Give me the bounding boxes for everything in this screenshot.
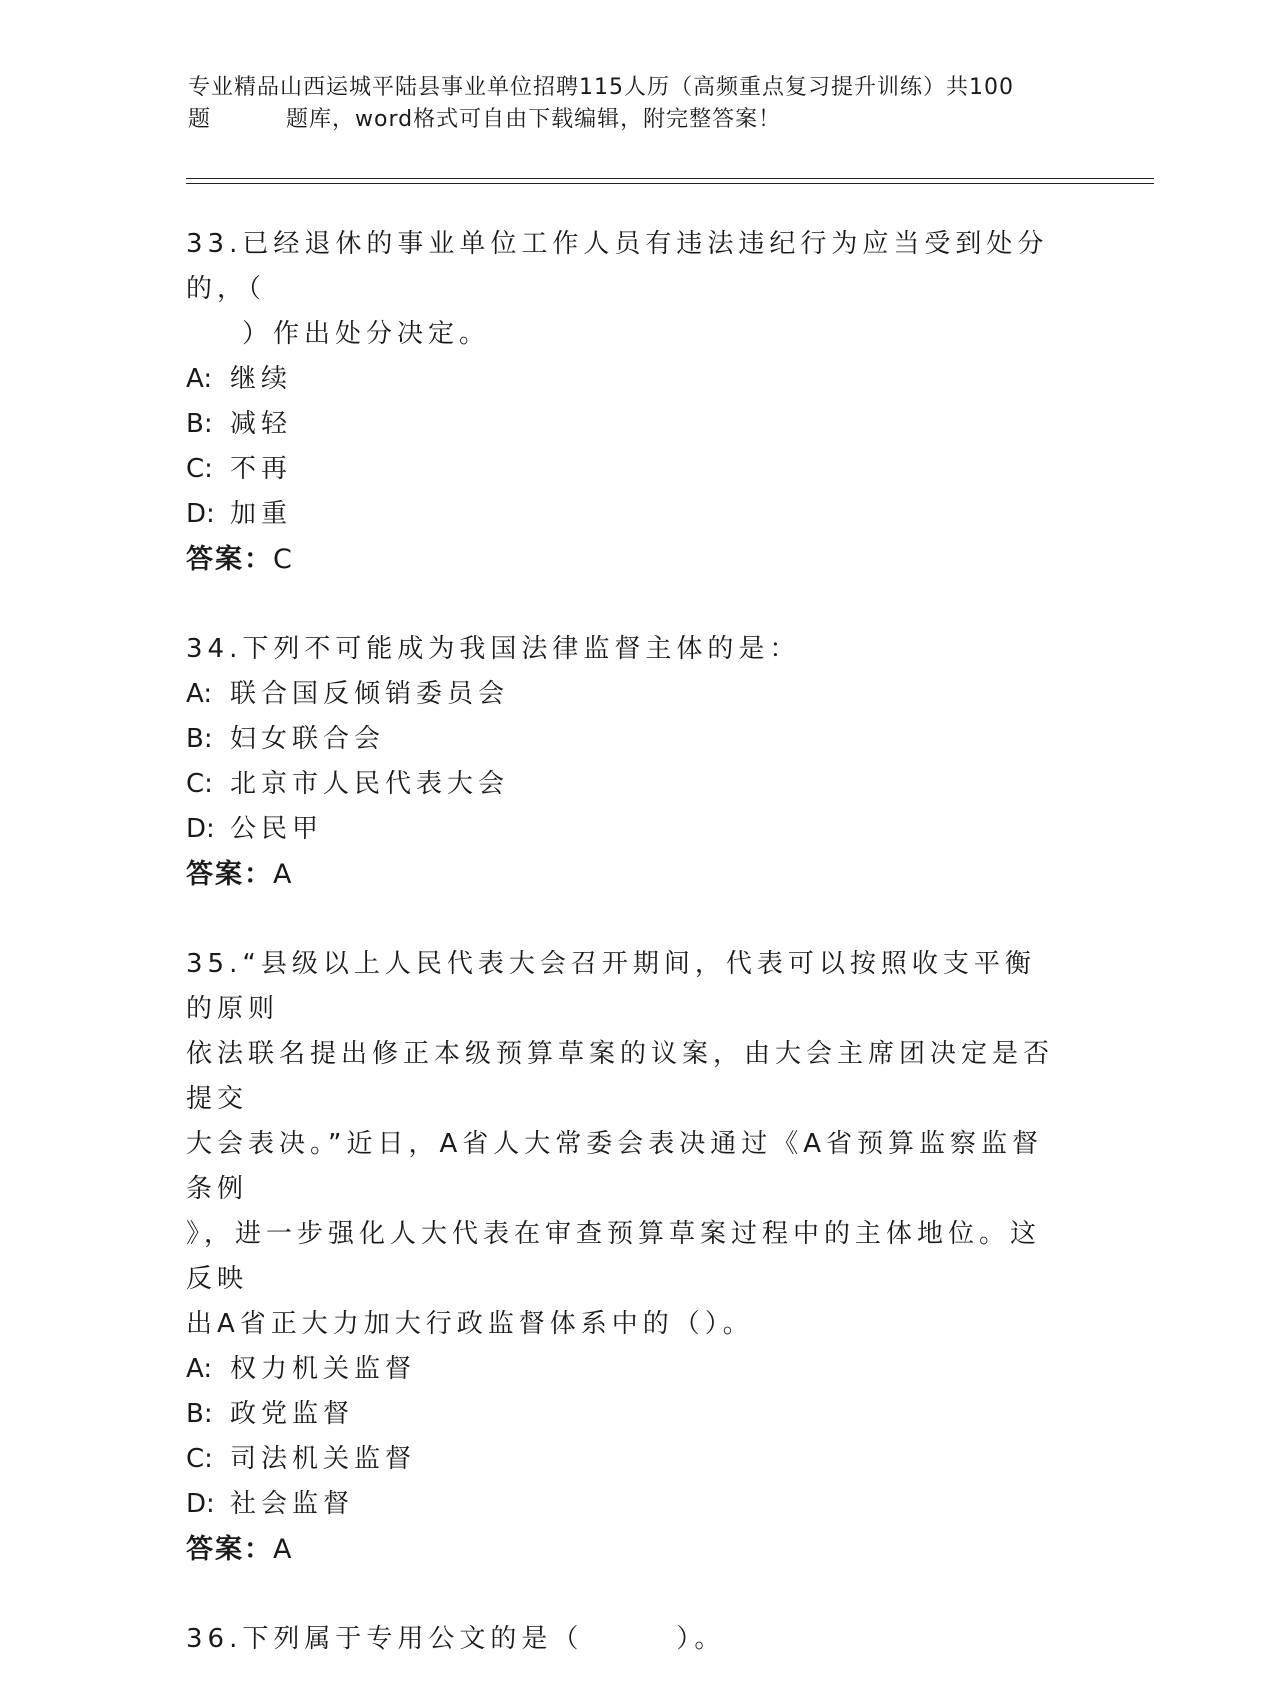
option-text: 减轻	[230, 409, 293, 439]
answer-value: A	[273, 1534, 294, 1565]
option-a	[186, 357, 1066, 402]
option-d	[186, 1482, 1066, 1527]
answer	[186, 852, 1066, 898]
question-stem	[186, 942, 1066, 1347]
question-stem-line: 》，进一步强化人大代表在审查预算草案过程中的主体地位。这反映	[186, 1219, 1042, 1294]
option-letter: C:	[186, 769, 213, 799]
option-text: 不再	[230, 454, 293, 484]
question-stem-line: 36.下列属于专用公文的是（ ）。	[186, 1624, 726, 1654]
option-text: 妇女联合会	[230, 724, 386, 754]
header-title-line-1: 专业精品山西运城平陆县事业单位招聘115人历（高频重点复习提升训练）共100	[188, 75, 1014, 100]
answer-label: 答案：	[186, 544, 273, 575]
option-text: 北京市人民代表大会	[230, 769, 510, 799]
option-letter: B:	[186, 1399, 213, 1429]
option-a	[186, 1347, 1066, 1392]
answer	[186, 537, 1066, 583]
option-letter: D:	[186, 1489, 215, 1519]
option-text: 继续	[230, 364, 293, 394]
option-text: 加重	[230, 499, 293, 529]
header-divider-bottom	[186, 183, 1154, 184]
option-c	[186, 762, 1066, 807]
header-title-line-2	[188, 104, 1088, 136]
question-stem-line: 34.下列不可能成为我国法律监督主体的是：	[186, 634, 801, 664]
option-c	[186, 447, 1066, 492]
answer	[186, 1527, 1066, 1573]
option-text: 政党监督	[230, 1399, 355, 1429]
header-title-suffix: 题库，word格式可自由下载编辑，附完整答案！	[286, 107, 782, 132]
header-title-prefix: 题	[188, 107, 212, 132]
option-d	[186, 492, 1066, 537]
option-letter: D:	[186, 499, 215, 529]
question-stem	[186, 222, 1066, 357]
option-a	[186, 672, 1066, 717]
question-35	[186, 942, 1066, 1573]
question-stem-line: 33.已经退休的事业单位工作人员有违法违纪行为应当受到处分的，（	[186, 229, 1049, 304]
question-stem	[186, 1617, 1066, 1662]
answer-value: C	[273, 544, 294, 575]
question-stem-line: 出A省正大力加大行政监督体系中的（）。	[186, 1309, 754, 1339]
option-letter: D:	[186, 814, 215, 844]
question-stem	[186, 627, 1066, 672]
question-36	[186, 1617, 1066, 1662]
question-list	[186, 222, 1066, 1706]
question-stem-line: ）作出处分决定。	[242, 319, 491, 349]
answer-value: A	[273, 859, 294, 890]
option-letter: B:	[186, 724, 213, 754]
option-text: 公民甲	[230, 814, 324, 844]
document-header	[188, 72, 1088, 136]
option-text: 社会监督	[230, 1489, 355, 1519]
header-divider-top	[186, 178, 1154, 179]
option-letter: C:	[186, 454, 213, 484]
question-34	[186, 627, 1066, 898]
option-text: 联合国反倾销委员会	[230, 679, 510, 709]
option-letter: B:	[186, 409, 213, 439]
option-text: 司法机关监督	[230, 1444, 417, 1474]
answer-label: 答案：	[186, 1534, 273, 1565]
option-d	[186, 807, 1066, 852]
option-text: 权力机关监督	[230, 1354, 417, 1384]
option-letter: A:	[186, 1354, 213, 1384]
option-b	[186, 402, 1066, 447]
option-b	[186, 717, 1066, 762]
option-b	[186, 1392, 1066, 1437]
option-letter: A:	[186, 679, 213, 709]
answer-label: 答案：	[186, 859, 273, 890]
option-c	[186, 1437, 1066, 1482]
question-33	[186, 222, 1066, 583]
question-stem-line: 依法联名提出修正本级预算草案的议案，由大会主席团决定是否提交	[186, 1039, 1055, 1114]
question-stem-line: 大会表决。”近日，A省人大常委会表决通过《A省预算监察监督条例	[186, 1129, 1044, 1204]
option-letter: A:	[186, 364, 213, 394]
question-stem-line: 35.“县级以上人民代表大会召开期间，代表可以按照收支平衡的原则	[186, 949, 1036, 1024]
option-letter: C:	[186, 1444, 213, 1474]
